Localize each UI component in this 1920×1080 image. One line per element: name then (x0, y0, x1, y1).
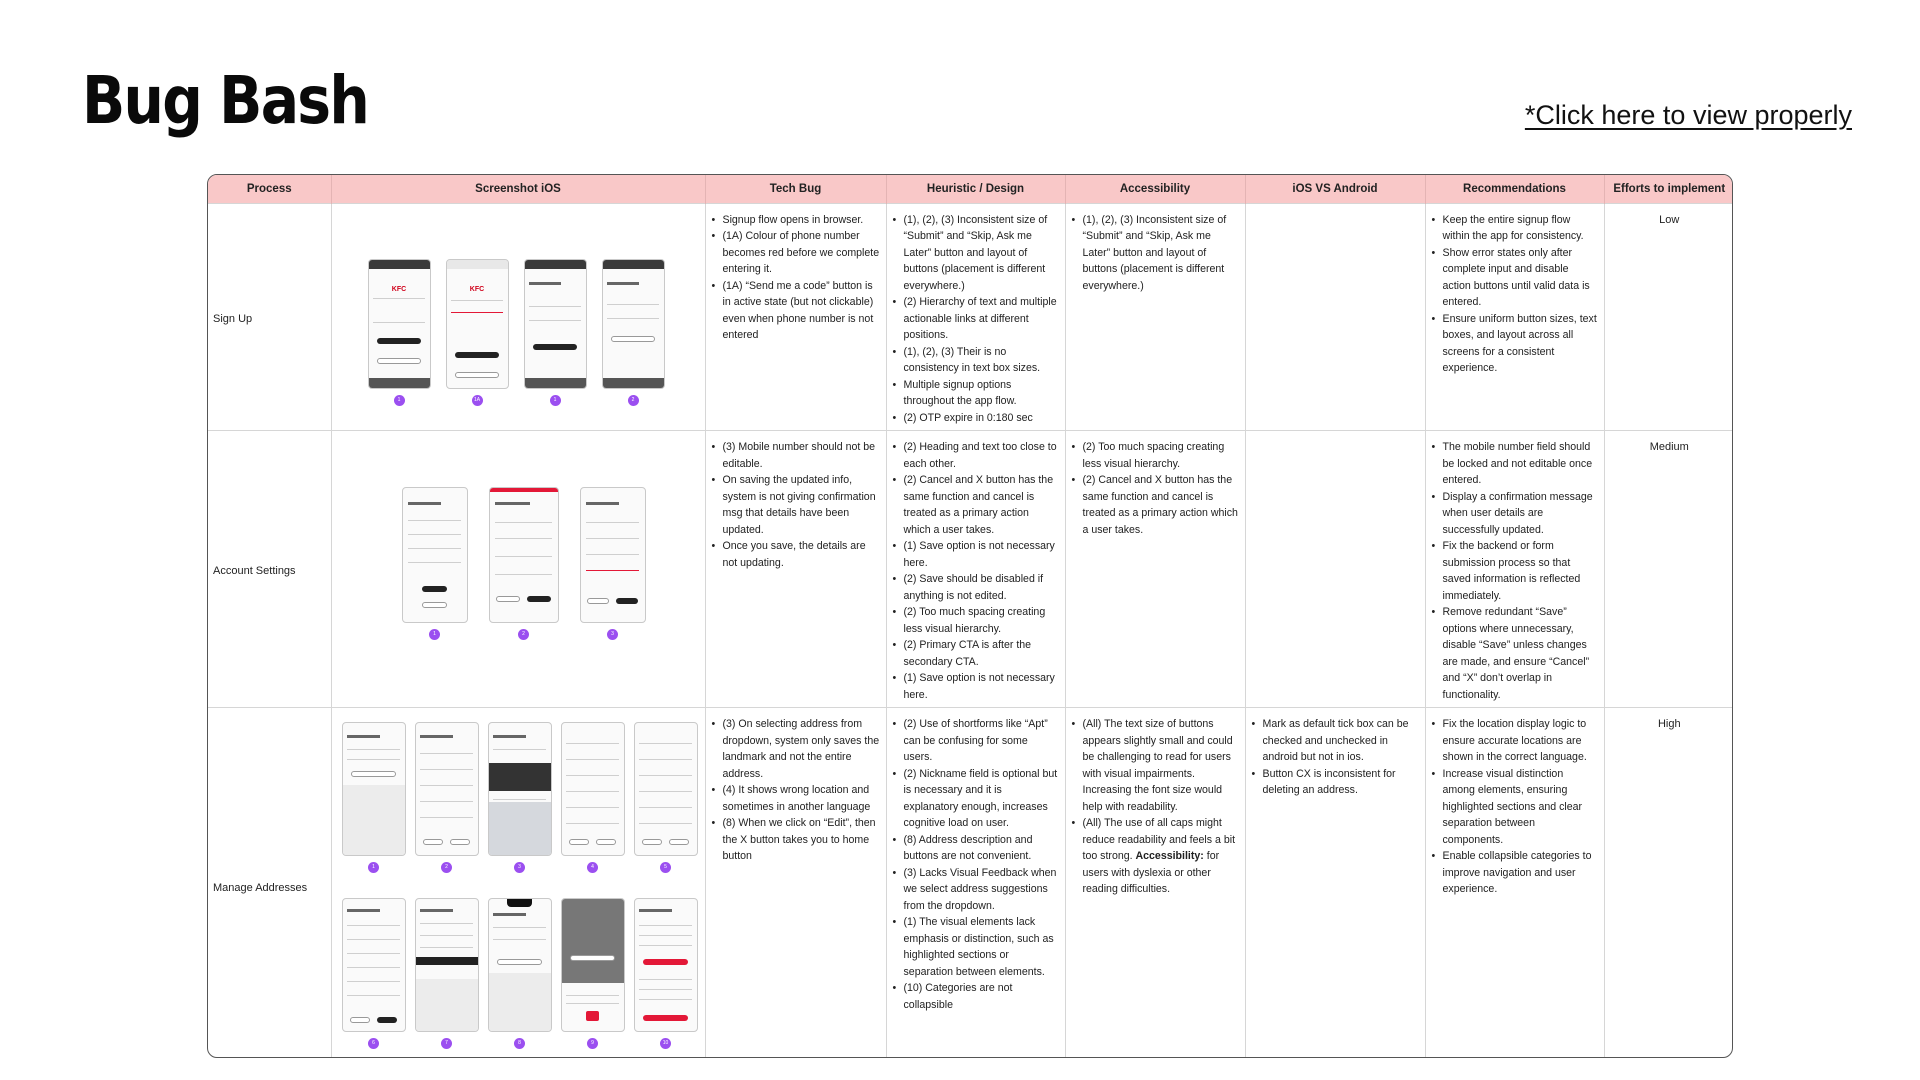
screen-number-badge: 1 (394, 395, 405, 406)
screenshot-thumbnail[interactable] (446, 259, 509, 406)
screenshots-cell (331, 708, 705, 1059)
list-item: • (2) Primary CTA is after the secondary CTA. (893, 637, 1059, 670)
recommendations-cell (1425, 203, 1604, 431)
list-item: • (3) Lacks Visual Feedback when we select address suggestions from the dropdown. (893, 865, 1059, 915)
header-efforts: Efforts to implement (1604, 175, 1733, 203)
ios-android-cell (1245, 708, 1425, 1059)
kfc-logo: KFC (391, 285, 407, 293)
list-item: • (1), (2), (3) Inconsistent size of “Submit” and “Skip, Ask me Later” button and layout of buttons (placement is different everywhere.) (893, 212, 1059, 295)
screenshot-thumbnail[interactable] (524, 259, 587, 406)
list-item: • Button CX is inconsistent for deleting an address. (1252, 766, 1419, 799)
list-item: • Keep the entire signup flow within the app for consistency. (1432, 212, 1598, 245)
list-item: • (2) Cancel and X button has the same function and cancel is treated as a primary action which a user takes. (1072, 472, 1239, 538)
table-row (208, 708, 1733, 1059)
screenshot-thumbnail[interactable] (415, 898, 479, 1049)
list-item: • Fix the backend or form submission process so that saved information is reflected immediately. (1432, 538, 1598, 604)
list-item: • (1A) “Send me a code” button is in active state (but not clickable) even when phone number is not entered (712, 278, 880, 344)
bug-bash-table (207, 174, 1733, 1058)
list-item: • Multiple signup options throughout the app flow. (893, 377, 1059, 410)
heuristic-cell (886, 431, 1065, 708)
screen-number-badge: 4 (587, 862, 598, 873)
list-item: • Remove redundant “Save” options where unnecessary, disable “Save” unless changes are made, and ensure “Cancel” and “X” don’t overlap in functionality. (1432, 604, 1598, 703)
recommendations-cell (1425, 708, 1604, 1059)
list-item: • Show error states only after complete input and disable action buttons until valid data is entered. (1432, 245, 1598, 311)
tech-bug-cell (705, 203, 886, 431)
accessibility-cell (1065, 431, 1245, 708)
list-item-bold-text: Accessibility: (1135, 850, 1204, 862)
list-item: • (All) The text size of buttons appears slightly small and could be challenging to read for users with visual impairments. Increasing the font size would help with readability. (1072, 716, 1239, 815)
screen-number-badge: 3 (514, 862, 525, 873)
list-item: • (2) Hierarchy of text and multiple actionable links at different positions. (893, 294, 1059, 344)
table-header-row (208, 175, 1733, 203)
screen-number-badge: 1 (550, 395, 561, 406)
effort-cell: Medium (1604, 431, 1733, 708)
list-item: • (3) Mobile number should not be editable. (712, 439, 880, 472)
screenshot-thumbnail[interactable] (561, 722, 625, 873)
header-screenshot: Screenshot iOS (331, 175, 705, 203)
ios-android-cell (1245, 431, 1425, 708)
screen-number-badge: 10 (660, 1038, 671, 1049)
screen-number-badge: 7 (441, 1038, 452, 1049)
list-item: • On saving the updated info, system is not giving confirmation msg that details have been updated. (712, 472, 880, 538)
list-item: • Fix the location display logic to ensure accurate locations are shown in the correct language. (1432, 716, 1598, 766)
tech-bug-cell (705, 708, 886, 1059)
accessibility-cell (1065, 203, 1245, 431)
list-item: • Signup flow opens in browser. (712, 212, 880, 229)
screen-number-badge: 5 (660, 862, 671, 873)
screenshots-cell (331, 203, 705, 431)
list-item: • (4) It shows wrong location and sometimes in another language (712, 782, 880, 815)
screenshot-thumbnail[interactable] (488, 722, 552, 873)
screenshot-thumbnail[interactable] (580, 487, 646, 640)
screen-number-badge: 1A (472, 395, 483, 406)
list-item: • (2) Too much spacing creating less visual hierarchy. (1072, 439, 1239, 472)
list-item: • (1A) Colour of phone number becomes red before we complete entering it. (712, 228, 880, 278)
process-cell: Sign Up (208, 203, 331, 431)
view-properly-link[interactable]: *Click here to view properly (1524, 100, 1852, 130)
list-item: • Enable collapsible categories to improve navigation and user experience. (1432, 848, 1598, 898)
list-item-text: for users with dyslexia or other reading difficulties. (1082, 850, 1220, 895)
effort-cell: High (1604, 708, 1733, 1059)
screen-number-badge: 6 (368, 1038, 379, 1049)
heuristic-cell (886, 203, 1065, 431)
screen-number-badge: 2 (518, 629, 529, 640)
list-item: • (1) The visual elements lack emphasis or distinction, such as highlighted sections or separation between elements. (893, 914, 1059, 980)
screenshot-thumbnail[interactable] (634, 722, 698, 873)
screenshot-thumbnail[interactable] (368, 259, 431, 406)
screenshot-thumbnail[interactable] (402, 487, 468, 640)
list-item: • Increase visual distinction among elements, ensuring highlighted sections and clear separation between components. (1432, 766, 1598, 849)
list-item: • The mobile number field should be locked and not editable once entered. (1432, 439, 1598, 489)
screenshot-thumbnail[interactable] (561, 898, 625, 1049)
header-process: Process (208, 175, 331, 203)
list-item: • Display a confirmation message when user details are successfully updated. (1432, 489, 1598, 539)
list-item: • (2) Heading and text too close to each other. (893, 439, 1059, 472)
list-item: • (2) Cancel and X button has the same function and cancel is treated as a primary action which a user takes. (893, 472, 1059, 538)
header-tech-bug: Tech Bug (705, 175, 886, 203)
list-item: • Once you save, the details are not updating. (712, 538, 880, 571)
header-heuristic: Heuristic / Design (886, 175, 1065, 203)
kfc-logo: KFC (469, 285, 485, 293)
list-item: • (1), (2), (3) Their is no consistency in text box sizes. (893, 344, 1059, 377)
recommendations-cell (1425, 431, 1604, 708)
screenshot-thumbnail[interactable] (489, 487, 559, 640)
process-cell: Manage Addresses (208, 708, 331, 1059)
table-row (208, 431, 1733, 708)
table-row (208, 203, 1733, 431)
list-item (1072, 815, 1239, 898)
screenshot-thumbnail[interactable] (342, 722, 406, 873)
screen-number-badge: 2 (628, 395, 639, 406)
list-item: • Mark as default tick box can be checked and unchecked in android but not in ios. (1252, 716, 1419, 766)
list-item-text: (All) The use of all caps might reduce readability and feels a bit too strong. (1082, 817, 1236, 862)
list-item: • (1) Save option is not necessary here. (893, 670, 1059, 703)
list-item: • (2) OTP expire in 0:180 sec (893, 410, 1059, 427)
list-item: • (2) Use of shortforms like “Apt” can be confusing for some users. (893, 716, 1059, 766)
screenshot-thumbnail[interactable] (342, 898, 406, 1049)
screen-number-badge: 3 (607, 629, 618, 640)
list-item: • (2) Save should be disabled if anything is not edited. (893, 571, 1059, 604)
page-title: Bug Bash (82, 62, 369, 139)
accessibility-cell (1065, 708, 1245, 1059)
ios-android-cell (1245, 203, 1425, 431)
effort-cell: Low (1604, 203, 1733, 431)
list-item: • (10) Categories are not collapsible (893, 980, 1059, 1013)
screenshot-thumbnail[interactable] (415, 722, 479, 873)
screenshot-thumbnail[interactable] (634, 898, 698, 1049)
list-item: • (3) On selecting address from dropdown, system only saves the landmark and not the entire address. (712, 716, 880, 782)
screen-number-badge: 1 (429, 629, 440, 640)
screenshots-cell (331, 431, 705, 708)
list-item: • Ensure uniform button sizes, text boxes, and layout across all screens for a consistent experience. (1432, 311, 1598, 377)
list-item: • (8) When we click on “Edit”, then the X button takes you to home button (712, 815, 880, 865)
screenshot-thumbnail[interactable] (488, 898, 552, 1049)
list-item: • (2) Too much spacing creating less visual hierarchy. (893, 604, 1059, 637)
screen-number-badge: 2 (441, 862, 452, 873)
header-recommendations: Recommendations (1425, 175, 1604, 203)
screen-number-badge: 8 (514, 1038, 525, 1049)
list-item: • (1) Save option is not necessary here. (893, 538, 1059, 571)
list-item: • (8) Address description and buttons are not convenient. (893, 832, 1059, 865)
list-item: • (2) Nickname field is optional but is necessary and it is explanatory enough, increases cognitive load on user. (893, 766, 1059, 832)
tech-bug-cell (705, 431, 886, 708)
header-ios-android: iOS VS Android (1245, 175, 1425, 203)
list-item: • (1), (2), (3) Inconsistent size of “Submit” and “Skip, Ask me Later” button and layout of buttons (placement is different everywhere.) (1072, 212, 1239, 295)
screenshot-thumbnail[interactable] (602, 259, 665, 406)
heuristic-cell (886, 708, 1065, 1059)
process-cell: Account Settings (208, 431, 331, 708)
screen-number-badge: 1 (368, 862, 379, 873)
screen-number-badge: 9 (587, 1038, 598, 1049)
header-accessibility: Accessibility (1065, 175, 1245, 203)
